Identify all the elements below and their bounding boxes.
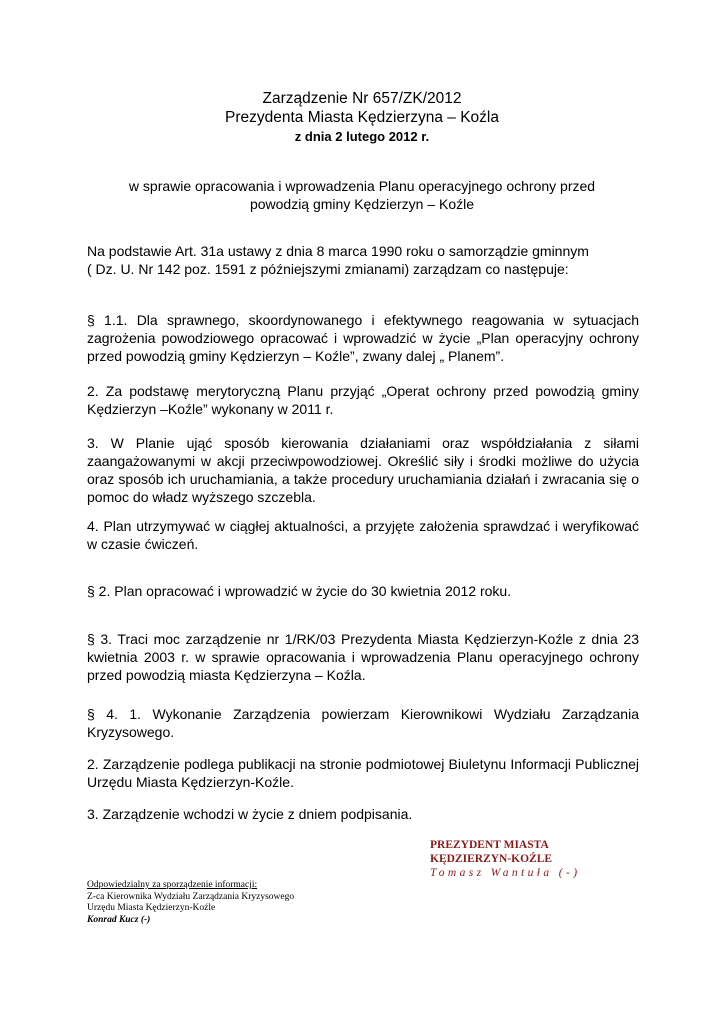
document-issuer: Prezydenta Miasta Kędzierzyna – Koźla [225,109,499,126]
legal-basis-line: ( Dz. U. Nr 142 poz. 1591 z późniejszymi zmianami) zarządzam co następuje: [87,261,569,277]
subject-line: powodzią gminy Kędzierzyn – Koźle [249,196,475,212]
signature-title: PREZYDENT MIASTA [430,839,549,851]
paragraph-1-point-4: 4. Plan utrzymywać w ciągłej aktualności, a przyjęte założenia sprawdzać i weryfikować w czasie ćwiczeń. [87,518,639,552]
responsible-heading: Odpowiedzialny za sporządzenie informacji: [87,880,258,890]
paragraph-1-point-1: § 1.1. Dla sprawnego, skoordynowanego i efektywnego reagowania w sytuacjach zagrożenia powodziowego opracować i wprowadzić w życie „Plan operacyjny ochrony przed powodzią gminy Kędzierzyn – Koźle”, zwany dalej „ Planem”. [87,312,639,364]
responsible-person-note [87,880,294,926]
signature-city: KĘDZIERZYN-KOŹLE [430,853,553,865]
paragraph-2: § 2. Plan opracować i wprowadzić w życie do 30 kwietnia 2012 roku. [87,583,512,599]
subject-line: w sprawie opracowania i wprowadzenia Planu operacyjnego ochrony przed [128,178,596,194]
signature-block [430,838,580,880]
paragraph-1-point-3: 3. W Planie ująć sposób kierowania działaniami oraz współdziałania z siłami zaangażowanymi w akcji przeciwpowodziowej. Określić siły i środki możliwe do użycia oraz sposób ich uruchamiania, a także procedury uruchamiania działań i zwracania się o pomoc do władz wyższego szczebla. [87,435,639,505]
document-subject [100,177,624,213]
paragraph-1-point-2: 2. Za podstawę merytoryczną Planu przyjąć „Operat ochrony przed powodzią gminy Kędzierzyn –Koźle” wykonany w 2011 r. [87,383,639,417]
document-date: z dnia 2 lutego 2012 r. [294,129,430,144]
document-title: Zarządzenie Nr 657/ZK/2012 [262,90,462,107]
legal-basis [87,242,639,278]
signature-name: Tomasz Wantuła (-) [430,867,581,879]
paragraph-4-point-1: § 4. 1. Wykonanie Zarządzenia powierzam Kierownikowi Wydziału Zarządzania Kryzysowego. [87,706,639,740]
responsible-position: Z-ca Kierownika Wydziału Zarządzania Kryzysowego [87,891,295,902]
paragraph-4-point-3: 3. Zarządzenie wchodzi w życie z dniem podpisania. [87,806,413,822]
legal-basis-line: Na podstawie Art. 31a ustawy z dnia 8 marca 1990 roku o samorządzie gminnym [87,243,589,259]
paragraph-4-point-2: 2. Zarządzenie podlega publikacji na stronie podmiotowej Biuletynu Informacji Publicznej Urzędu Miasta Kędzierzyn-Koźle. [87,756,639,790]
paragraph-3: § 3. Traci moc zarządzenie nr 1/RK/03 Prezydenta Miasta Kędzierzyn-Koźle z dnia 23 kwietnia 2003 r. w sprawie opracowania i wprowadzenia Planu operacyjnego ochrony przed powodzią miasta Kędzierzyna – Koźla. [87,631,639,683]
responsible-office: Urzędu Miasta Kędzierzyn-Koźle [87,903,216,913]
responsible-name: Konrad Kucz (-) [87,914,151,925]
